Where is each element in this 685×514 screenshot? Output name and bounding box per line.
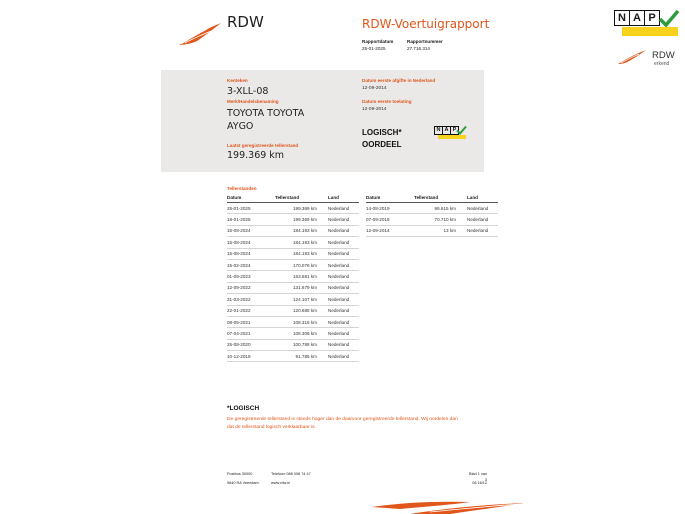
cell-date: 22-01-2022 [227, 305, 275, 316]
report-date: 25-01-2025 [362, 46, 386, 51]
rdw-erkend-brand: RDW [652, 50, 675, 61]
cell-date: 12-09-2014 [366, 225, 414, 236]
cell-date: 12-09-2022 [227, 282, 275, 293]
make-value-line2: AYGO [227, 121, 254, 132]
cell-date: 14-08-2019 [366, 203, 414, 214]
first-admission-date: 12-09-2014 [362, 107, 387, 112]
vehicle-panel [161, 70, 484, 172]
cell-reading: 131.679 km [275, 282, 317, 293]
nap-logo [614, 10, 678, 38]
nap-letter: A [630, 10, 645, 26]
table-row [227, 294, 359, 305]
cell-country: Nederland [317, 305, 359, 316]
verdict-line1: LOGISCH* [362, 128, 402, 137]
table-row [227, 271, 359, 282]
footnote-text-line2: dat de tellerstand logisch verklaarbaar is. [227, 425, 316, 430]
column-header-date: Datum [227, 194, 275, 203]
cell-date: 15-08-2024 [227, 248, 275, 259]
footer-website: www.rdw.nl [271, 481, 290, 485]
report-number: 27.716.314 [407, 46, 430, 51]
cell-date: 15-08-2024 [227, 225, 275, 236]
nap-small-logo [434, 126, 466, 140]
cell-reading: 184.193 km [275, 225, 317, 236]
table-header-row [366, 194, 498, 203]
odometer-section-title: Tellerstanden [227, 186, 257, 191]
table-row [227, 248, 359, 259]
cell-reading: 170.076 km [275, 259, 317, 270]
cell-date: 31-03-2022 [227, 294, 275, 305]
cell-reading: 153.681 km [275, 271, 317, 282]
cell-reading: 184.193 km [275, 237, 317, 248]
table-row [227, 237, 359, 248]
report-number-label: Rapportnummer [407, 39, 443, 44]
verdict-line2: OORDEEL [362, 140, 402, 149]
cell-country: Nederland [317, 351, 359, 362]
cell-country: Nederland [456, 225, 498, 236]
footer-address2: 9640 RA Veendam [227, 481, 259, 485]
table-row [227, 305, 359, 316]
first-nl-label: Datum eerste afgifte in Nederland [362, 78, 436, 83]
footnote-asterisk: * [227, 405, 230, 412]
column-header-date: Datum [366, 194, 414, 203]
make-value-line1: TOYOTA TOYOTA [227, 108, 305, 119]
plate-label: Kenteken [227, 78, 248, 83]
table-row [227, 214, 359, 225]
cell-date: 10-12-2019 [227, 351, 275, 362]
nap-letter: P [451, 126, 459, 135]
column-header-country: Land [317, 194, 359, 203]
decorative-flame-icon [370, 497, 526, 514]
nap-letter: A [443, 126, 451, 135]
table-row [366, 214, 498, 225]
cell-country: Nederland [317, 328, 359, 339]
cell-reading: 100.788 km [275, 339, 317, 350]
rdw-logo-icon [177, 21, 223, 47]
brand-name: RDW [227, 13, 264, 31]
cell-reading: 199.369 km [275, 214, 317, 225]
last-odometer-label: Laatst geregistreerde tellerstand [227, 143, 299, 148]
footer-code: 08 16/12 [472, 481, 487, 485]
cell-date: 07-09-2018 [366, 214, 414, 225]
rdw-erkend-flame-icon [617, 49, 647, 65]
plate-value: 3-XLL-08 [227, 86, 269, 97]
cell-country: Nederland [317, 225, 359, 236]
cell-country: Nederland [317, 203, 359, 214]
footer-phone: Telefoon 088 008 74 47 [271, 472, 311, 476]
cell-date: 15-08-2024 [227, 237, 275, 248]
rdw-erkend-subtitle: erkend [654, 61, 670, 67]
table-row [227, 339, 359, 350]
cell-country: Nederland [317, 248, 359, 259]
last-odometer-value: 199.369 km [227, 150, 285, 161]
odometer-table-right [366, 194, 498, 237]
cell-reading: 86.615 km [414, 203, 456, 214]
nap-letter: N [614, 10, 630, 26]
cell-reading: 13 km [414, 225, 456, 236]
cell-country: Nederland [456, 203, 498, 214]
table-row [227, 282, 359, 293]
cell-date: 07-04-2021 [227, 328, 275, 339]
cell-country: Nederland [317, 259, 359, 270]
footer-page: Blad 1 van 3 [469, 472, 487, 482]
cell-reading: 108.306 km [275, 328, 317, 339]
cell-country: Nederland [317, 271, 359, 282]
cell-reading: 70.710 km [414, 214, 456, 225]
cell-country: Nederland [317, 294, 359, 305]
cell-country: Nederland [317, 316, 359, 327]
cell-date: 15-02-2024 [227, 259, 275, 270]
footnote-title [227, 405, 259, 412]
column-header-country: Land [456, 194, 498, 203]
table-row [366, 203, 498, 214]
cell-reading: 184.193 km [275, 248, 317, 259]
cell-date: 08-05-2021 [227, 316, 275, 327]
table-row [227, 328, 359, 339]
table-row [227, 225, 359, 236]
first-admission-label: Datum eerste toelating [362, 99, 412, 104]
column-header-reading: Tellerstand [275, 194, 317, 203]
table-row [227, 351, 359, 362]
cell-reading: 120.688 km [275, 305, 317, 316]
table-header-row [227, 194, 359, 203]
cell-reading: 108.315 km [275, 316, 317, 327]
cell-date: 25-08-2020 [227, 339, 275, 350]
cell-reading: 124.107 km [275, 294, 317, 305]
cell-reading: 199.369 km [275, 203, 317, 214]
report-date-label: Rapportdatum [362, 39, 394, 44]
cell-date: 01-09-2023 [227, 271, 275, 282]
nap-yellow-bar [438, 135, 466, 139]
table-row [227, 259, 359, 270]
cell-country: Nederland [317, 237, 359, 248]
column-header-reading: Tellerstand [414, 194, 456, 203]
odometer-table-left [227, 194, 359, 362]
cell-date: 25-01-2025 [227, 203, 275, 214]
table-row [227, 203, 359, 214]
cell-date: 18-01-2025 [227, 214, 275, 225]
cell-country: Nederland [317, 282, 359, 293]
footnote-title-text: LOGISCH [229, 405, 260, 412]
cell-reading: 91.786 km [275, 351, 317, 362]
make-label: Merk/Handelsbenaming [227, 99, 279, 104]
nap-letter: N [434, 126, 443, 135]
footnote-text-line1: De geregistreerde tellerstand is steeds hoger dan de daarvoor geregistreerde tellerstand. Wij oordelen dan [227, 417, 458, 422]
nap-letter: P [645, 10, 660, 26]
first-nl-date: 12-09-2014 [362, 86, 387, 91]
cell-country: Nederland [317, 214, 359, 225]
table-row [227, 316, 359, 327]
report-title: RDW-Voertuigrapport [362, 17, 490, 31]
cell-country: Nederland [456, 214, 498, 225]
nap-yellow-bar [622, 27, 678, 36]
cell-country: Nederland [317, 339, 359, 350]
footer-address1: Postbus 30000 [227, 472, 253, 476]
table-row [366, 225, 498, 236]
